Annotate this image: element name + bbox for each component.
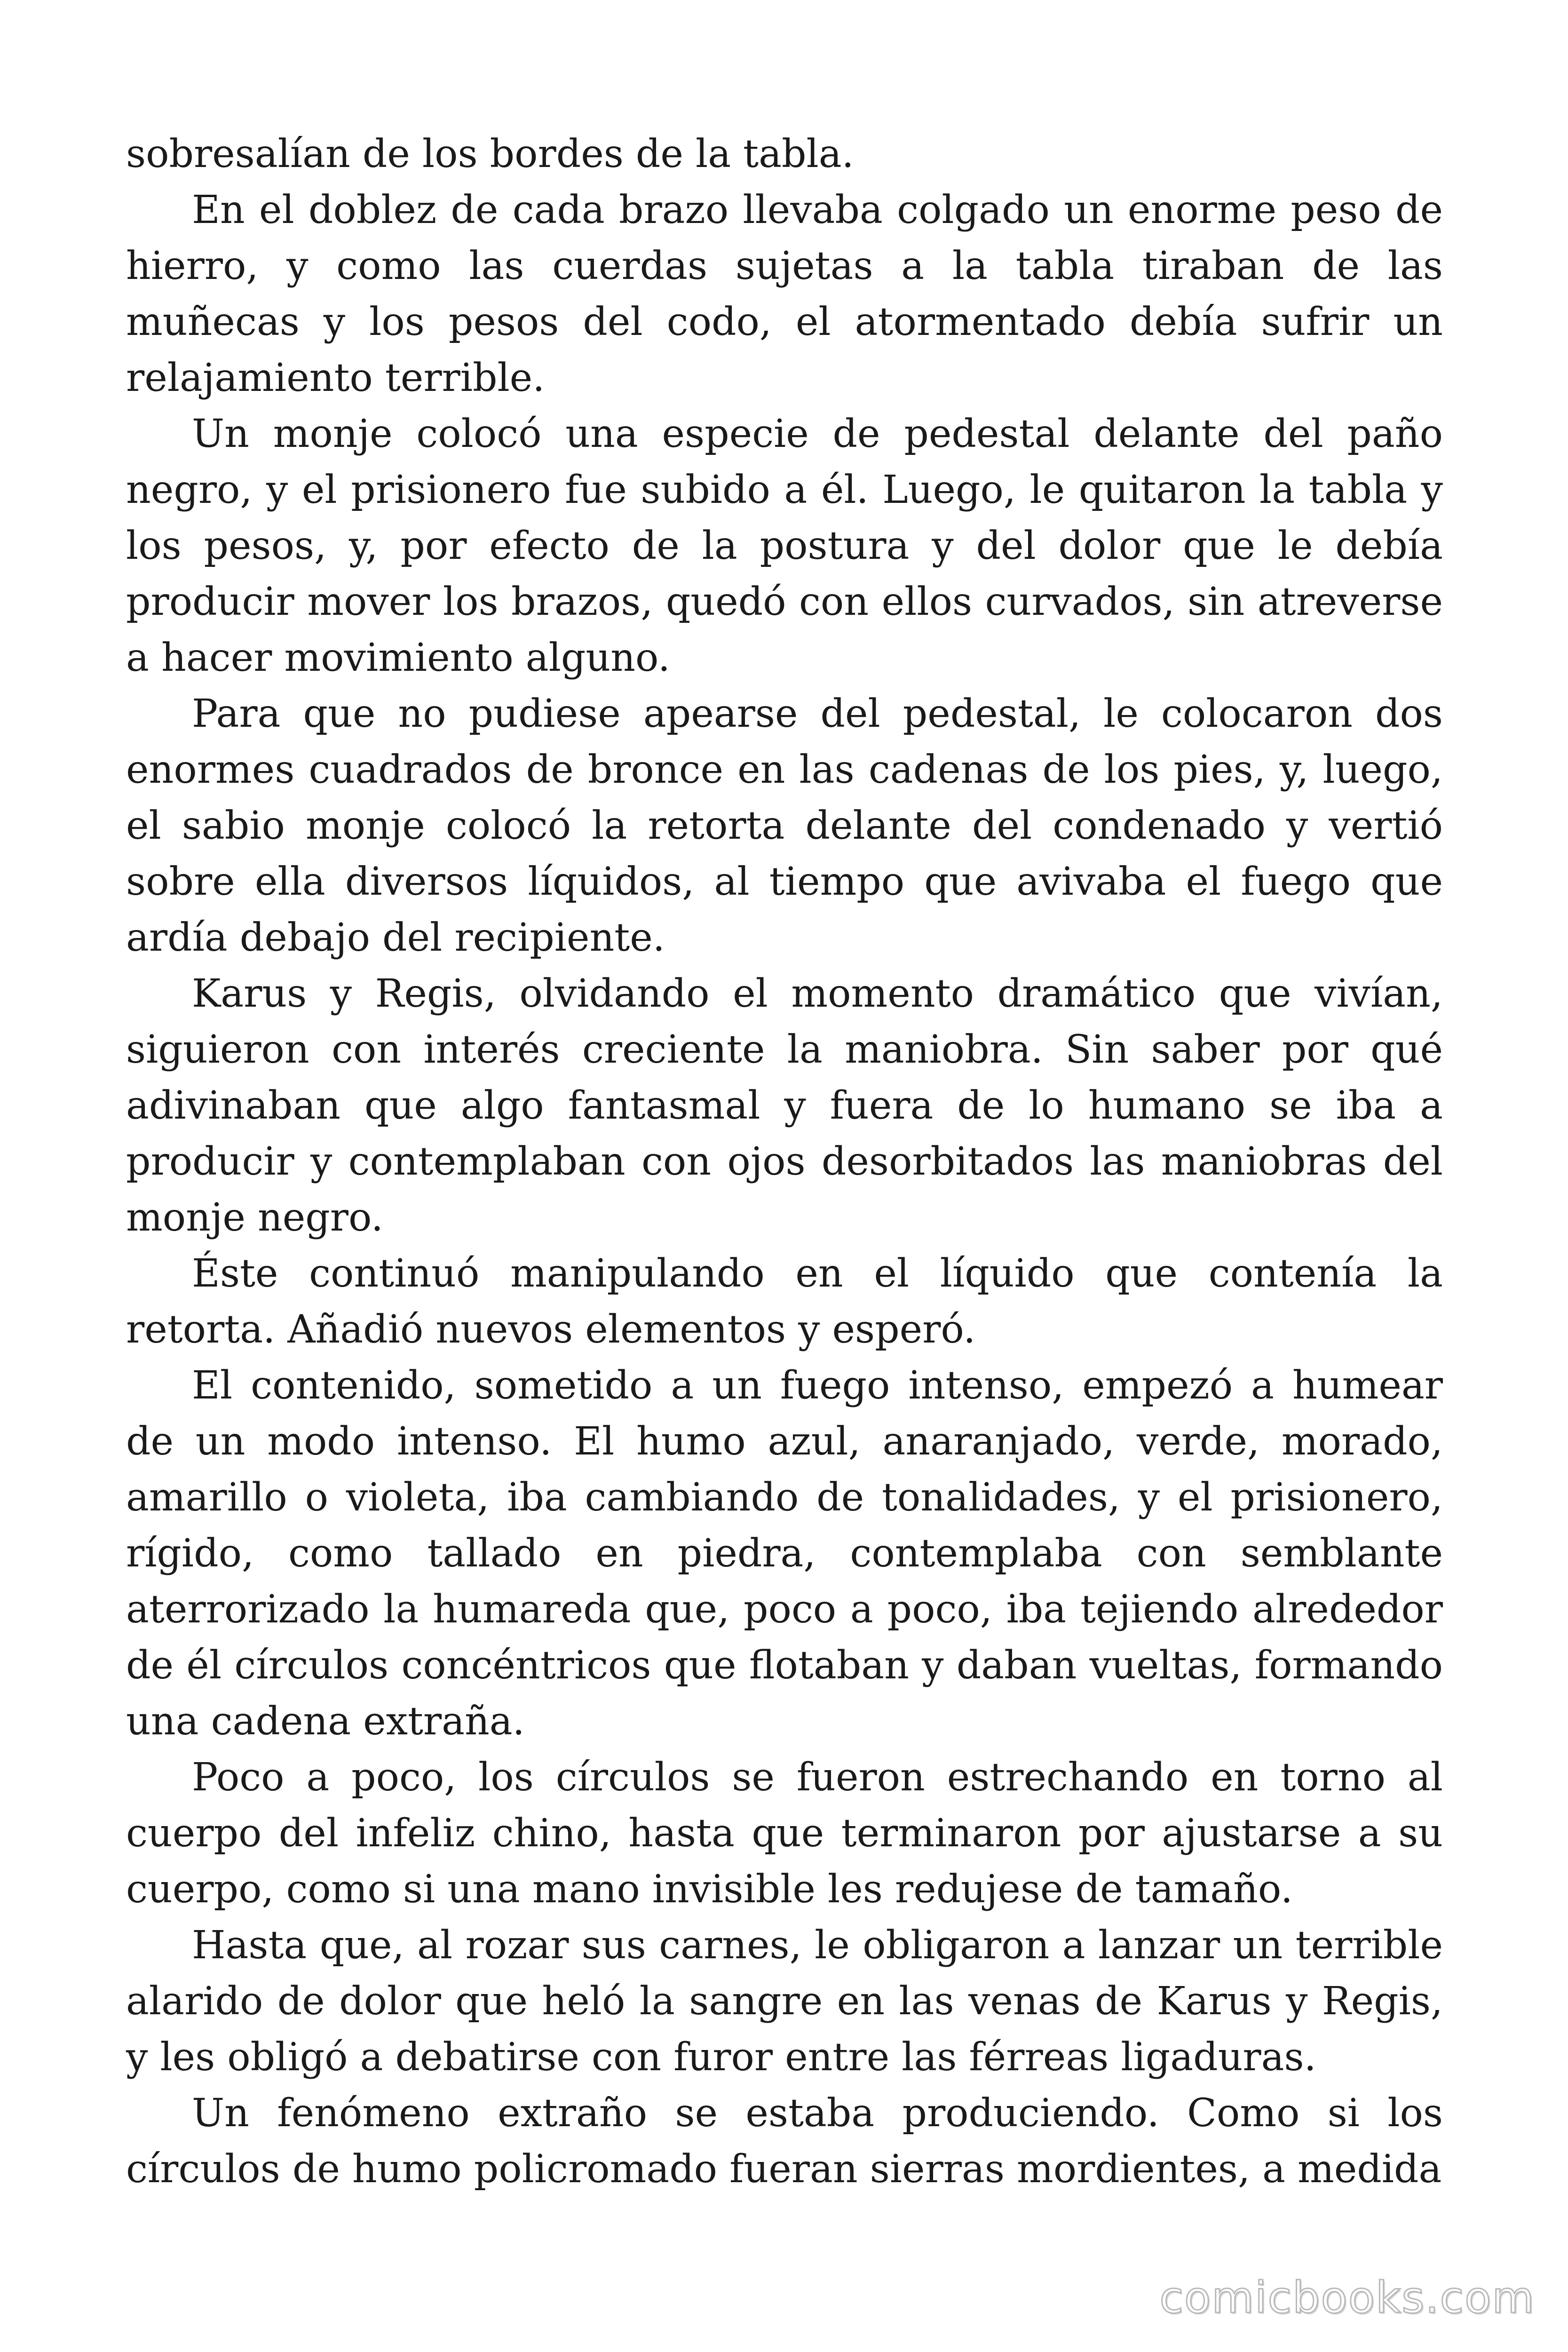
paragraph: Éste continuó manipulando en el líquido que contenía la retorta. Añadió nuevos elementos y esperó. xyxy=(126,1251,1443,1352)
paragraph: El contenido, sometido a un fuego intenso, empezó a humear de un modo intenso. El humo azul, anaranjado, verde, morado, amarillo o violeta, iba cambiando de tonalidades, y el prisionero, rígido, como tallado en piedra, contemplaba con semblante aterrorizado la humareda que, poco a poco, iba tejiendo alrededor de él círculos concéntricos que flotaban y daban vueltas, formando una cadena extraña. xyxy=(126,1363,1443,1744)
paragraph: Un fenómeno extraño se estaba produciendo. Como si los círculos de humo policromado fueran sierras mordientes, a medida xyxy=(126,2091,1443,2192)
paragraph: Para que no pudiese apearse del pedestal, le colocaron dos enormes cuadrados de bronce en las cadenas de los pies, y, luego, el sabio monje colocó la retorta delante del condenado y vertió sobre ella diversos líquidos, al tiempo que avivaba el fuego que ardía debajo del recipiente. xyxy=(126,691,1443,960)
paragraph: En el doblez de cada brazo llevaba colgado un enorme peso de hierro, y como las cuerdas sujetas a la tabla tiraban de las muñecas y los pesos del codo, el atormentado debía sufrir un relajamiento terrible. xyxy=(126,188,1443,400)
paragraph: Un monje colocó una especie de pedestal delante del paño negro, y el prisionero fue subido a él. Luego, le quitaron la tabla y los pesos, y, por efecto de la postura y del dolor que le debía producir mover los brazos, quedó con ellos curvados, sin atreverse a hacer movimiento alguno. xyxy=(126,412,1443,680)
paragraph: sobresalían de los bordes de la tabla. xyxy=(126,132,854,176)
watermark: comicbooks.com xyxy=(1159,2273,1535,2323)
body-text xyxy=(126,126,1443,2197)
paragraph: Poco a poco, los círculos se fueron estrechando en torno al cuerpo del infeliz chino, hasta que terminaron por ajustarse a su cuerpo, como si una mano invisible les redujese de tamaño. xyxy=(126,1755,1443,1912)
paragraph: Hasta que, al rozar sus carnes, le obligaron a lanzar un terrible alarido de dolor que heló la sangre en las venas de Karus y Regis, y les obligó a debatirse con furor entre las férreas ligaduras. xyxy=(126,1923,1443,2080)
paragraph: Karus y Regis, olvidando el momento dramático que vivían, siguieron con interés creciente la maniobra. Sin saber por qué adivinaban que algo fantasmal y fuera de lo humano se iba a producir y contemplaban con ojos desorbitados las maniobras del monje negro. xyxy=(126,971,1443,1240)
